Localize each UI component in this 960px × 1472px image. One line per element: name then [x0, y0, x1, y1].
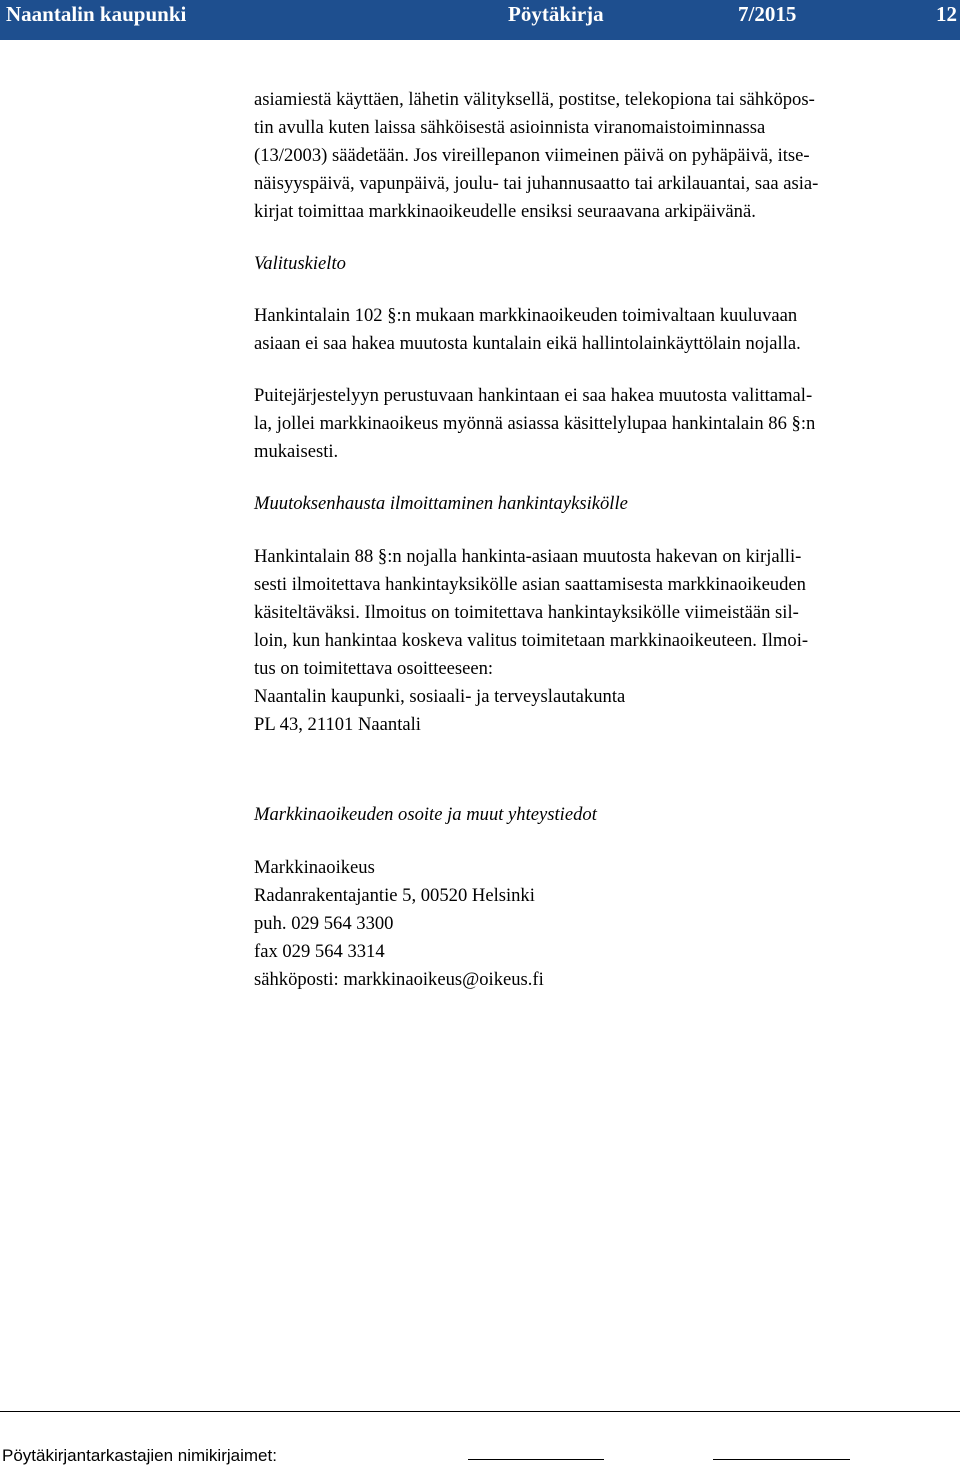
- footer-divider: [0, 1411, 960, 1412]
- signature-line-1: [468, 1459, 604, 1460]
- page-number: 12: [936, 2, 957, 26]
- section-heading-valituskielto: Valituskielto: [254, 253, 346, 274]
- signatures-label: Pöytäkirjantarkastajien nimikirjaimet:: [2, 1446, 277, 1465]
- contact-email: sähköposti: markkinaoikeus@oikeus.fi: [254, 969, 544, 990]
- contact-block: [254, 854, 954, 994]
- framework-agreement-paragraph: Puitejärjestelyyn perustuvaan hankintaan ei saa hakea muutosta valittamal- la, jollei markkinaoikeus myönnä asiassa käsittelylupaa hankintalain 86 §:n mukaisesti.: [254, 385, 816, 462]
- contact-address: Radanrakentajantie 5, 00520 Helsinki: [254, 885, 535, 906]
- contact-phone: puh. 029 564 3300: [254, 913, 394, 934]
- meeting-number: 7/2015: [738, 2, 797, 26]
- signature-line-2: [713, 1459, 850, 1460]
- organization-name: Naantalin kaupunki: [6, 2, 187, 26]
- document-body: [254, 86, 954, 994]
- appeal-delivery-paragraph: asiamiestä käyttäen, lähetin välityksellä, postitse, telekopiona tai sähköpos- tin avulla kuten laissa sähköisestä asioinnista viranomaistoiminnassa (13/2003) säädetään. Jos vireillepanon viimeinen päivä on pyhäpäivä, itse- näisyyspäivä, vapunpäivä, joulu- tai juhannusaatto tai arkilauantai, saa asia- kirjat toimittaa markkinaoikeudelle ensiksi seuraavana arkipäivänä.: [254, 89, 819, 222]
- page-header: [0, 0, 960, 40]
- contact-name: Markkinaoikeus: [254, 857, 375, 878]
- contact-fax: fax 029 564 3314: [254, 941, 385, 962]
- notification-paragraph: Hankintalain 88 §:n nojalla hankinta-asiaan muutosta hakevan on kirjalli- sesti ilmoitettava hankintayksikölle asian saattamisesta markkinaoikeuden käsiteltäväksi. Ilmoitus on toimitettava hankintayksikölle viimeistään sil- loin, kun hankintaa koskeva valitus toimitetaan markkinaoikeuteen. Ilmoi- tus on toimitettava osoitteeseen: Naantalin kaupunki, sosiaali- ja terveyslautakunta PL 43, 21101 Naantali: [254, 546, 809, 735]
- section-heading-notification: Muutoksenhausta ilmoittaminen hankintayksikölle: [254, 493, 628, 514]
- section-heading-contact: Markkinaoikeuden osoite ja muut yhteystiedot: [254, 804, 597, 825]
- document-type: Pöytäkirja: [508, 2, 604, 26]
- appeal-prohibition-paragraph: Hankintalain 102 §:n mukaan markkinaoikeuden toimivaltaan kuuluvaan asiaan ei saa hakea muutosta kuntalain eikä hallintolainkäyttölain nojalla.: [254, 305, 801, 354]
